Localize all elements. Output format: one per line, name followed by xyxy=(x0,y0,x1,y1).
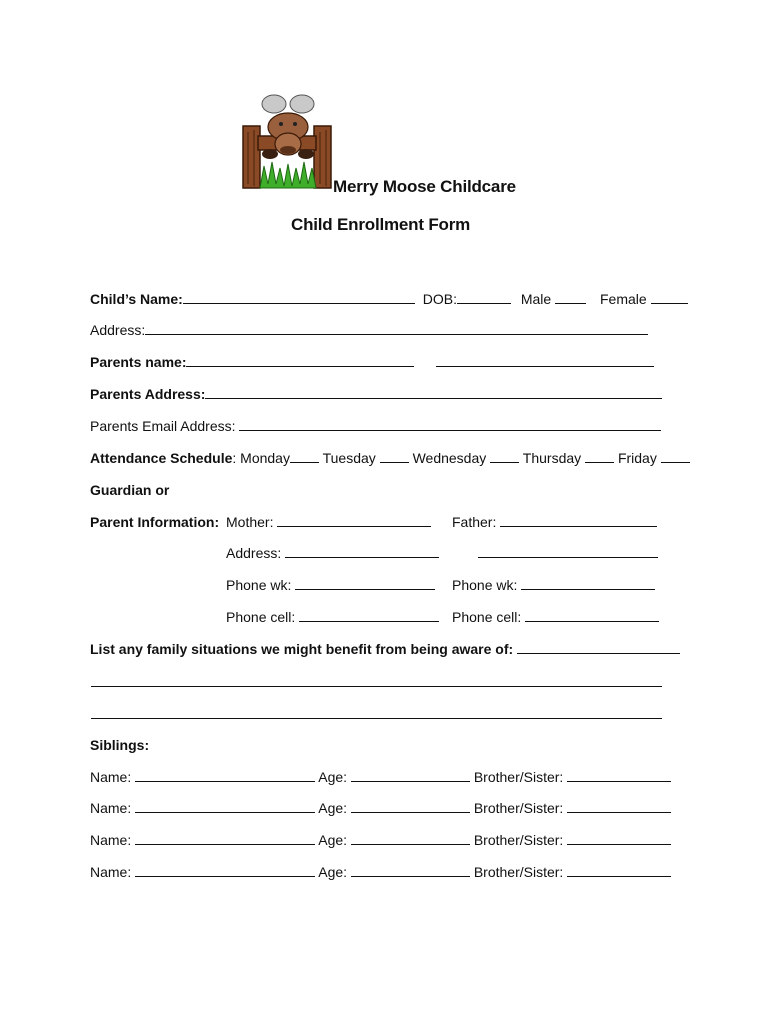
attendance-row xyxy=(90,449,690,467)
day-friday-field[interactable] xyxy=(661,450,690,463)
sibling-age-label: Age: xyxy=(318,769,348,785)
father-phone-cell-field[interactable] xyxy=(525,609,659,622)
address-field[interactable] xyxy=(145,322,648,335)
parents-name-field-2[interactable] xyxy=(436,354,654,367)
sibling-name-label: Name: xyxy=(90,864,132,880)
guardian-label: Guardian or xyxy=(90,482,170,498)
dob-label: DOB: xyxy=(422,291,457,307)
day-monday-label: Monday xyxy=(240,450,290,466)
sibling-age-field[interactable] xyxy=(351,864,470,877)
parent-address-label: Address: xyxy=(226,545,282,561)
sibling-name-label: Name: xyxy=(90,769,132,785)
sibling-name-field[interactable] xyxy=(135,769,315,782)
sibling-age-label: Age: xyxy=(318,800,348,816)
child-name-field[interactable] xyxy=(183,291,415,304)
parents-email-row xyxy=(90,417,661,435)
mother-address-field[interactable] xyxy=(285,545,439,558)
sibling-age-field[interactable] xyxy=(351,832,470,845)
mother-phone-wk-row xyxy=(226,576,435,594)
parents-address-row xyxy=(90,385,662,403)
sibling-row xyxy=(90,831,671,849)
parent-address-row xyxy=(226,544,439,562)
father-label: Father: xyxy=(452,514,497,530)
day-monday-field[interactable] xyxy=(290,450,319,463)
father-phone-cell-label: Phone cell: xyxy=(452,609,522,625)
siblings-heading: Siblings: xyxy=(90,737,150,753)
mother-phone-cell-label: Phone cell: xyxy=(226,609,296,625)
mother-row xyxy=(226,513,431,531)
family-field-2[interactable] xyxy=(91,686,662,687)
mother-phone-wk-field[interactable] xyxy=(295,577,435,590)
address-row xyxy=(90,321,648,339)
sibling-relation-label: Brother/Sister: xyxy=(473,832,564,848)
sibling-relation-field[interactable] xyxy=(567,832,671,845)
day-wednesday-field[interactable] xyxy=(490,450,519,463)
mother-field[interactable] xyxy=(277,514,431,527)
child-row xyxy=(90,290,688,308)
sibling-age-label: Age: xyxy=(318,864,348,880)
family-field-1[interactable] xyxy=(517,641,680,654)
family-field-3[interactable] xyxy=(91,718,662,719)
sibling-relation-field[interactable] xyxy=(567,769,671,782)
family-label: List any family situations we might benefit from being aware of: xyxy=(90,641,514,657)
father-field[interactable] xyxy=(500,514,657,527)
parents-address-label: Parents Address: xyxy=(90,386,206,402)
parents-email-label: Parents Email Address: xyxy=(90,418,236,434)
sibling-age-label: Age: xyxy=(318,832,348,848)
parents-name-row xyxy=(90,353,654,371)
attendance-colon: : xyxy=(232,450,237,466)
sibling-row xyxy=(90,768,671,786)
day-tuesday-field[interactable] xyxy=(380,450,409,463)
female-label: Female xyxy=(600,291,647,307)
mother-phone-cell-field[interactable] xyxy=(299,609,439,622)
sibling-age-field[interactable] xyxy=(351,800,470,813)
mother-label: Mother: xyxy=(226,514,274,530)
sibling-name-field[interactable] xyxy=(135,864,315,877)
sibling-relation-label: Brother/Sister: xyxy=(473,864,564,880)
sibling-relation-label: Brother/Sister: xyxy=(473,800,564,816)
father-address-field[interactable] xyxy=(478,545,658,558)
day-wednesday-label: Wednesday xyxy=(412,450,487,466)
father-phone-wk-field[interactable] xyxy=(521,577,655,590)
attendance-label: Attendance Schedule xyxy=(90,450,233,466)
parents-address-field[interactable] xyxy=(205,386,662,399)
male-field[interactable] xyxy=(555,291,586,304)
father-phone-wk-row xyxy=(452,576,655,594)
dob-field[interactable] xyxy=(457,291,511,304)
moose-fence-logo xyxy=(240,92,334,192)
mother-phone-wk-label: Phone wk: xyxy=(226,577,292,593)
sibling-row xyxy=(90,799,671,817)
sibling-name-label: Name: xyxy=(90,800,132,816)
sibling-relation-field[interactable] xyxy=(567,864,671,877)
parent-info-label: Parent Information: xyxy=(90,514,220,530)
sibling-row xyxy=(90,863,671,881)
sibling-name-field[interactable] xyxy=(135,800,315,813)
sibling-relation-field[interactable] xyxy=(567,800,671,813)
father-phone-cell-row xyxy=(452,608,659,626)
sibling-age-field[interactable] xyxy=(351,769,470,782)
male-label: Male xyxy=(520,291,552,307)
sibling-relation-label: Brother/Sister: xyxy=(473,769,564,785)
day-friday-label: Friday xyxy=(617,450,657,466)
parents-email-field[interactable] xyxy=(239,418,661,431)
parents-name-label: Parents name: xyxy=(90,354,187,370)
child-name-label: Child’s Name: xyxy=(90,291,183,307)
father-address-row xyxy=(478,544,658,562)
day-tuesday-label: Tuesday xyxy=(322,450,376,466)
day-thursday-label: Thursday xyxy=(522,450,582,466)
org-name: Merry Moose Childcare xyxy=(333,177,516,196)
father-phone-wk-label: Phone wk: xyxy=(452,577,518,593)
family-row xyxy=(90,640,680,658)
father-row xyxy=(452,513,657,531)
sibling-name-field[interactable] xyxy=(135,832,315,845)
moose-icon xyxy=(240,92,334,192)
mother-phone-cell-row xyxy=(226,608,439,626)
day-thursday-field[interactable] xyxy=(585,450,614,463)
form-title: Child Enrollment Form xyxy=(291,215,471,234)
female-field[interactable] xyxy=(651,291,688,304)
sibling-name-label: Name: xyxy=(90,832,132,848)
address-label: Address: xyxy=(90,322,146,338)
parents-name-field-1[interactable] xyxy=(186,354,414,367)
